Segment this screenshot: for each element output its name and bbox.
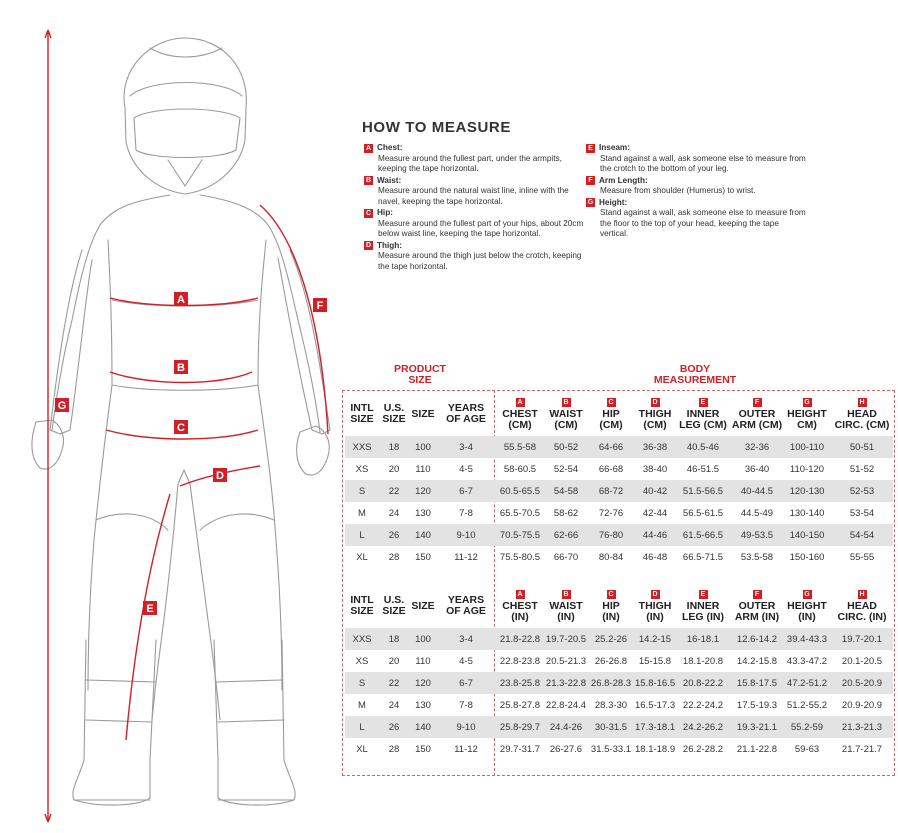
table-cell: 40.5-46 <box>686 441 720 453</box>
table-cell: 55-55 <box>849 551 875 563</box>
table-cell: XS <box>355 463 369 475</box>
column-letter-badge: H <box>859 398 865 406</box>
column-header-label: INTL SIZE <box>350 403 374 425</box>
table-cell: 28.3-30 <box>594 699 628 711</box>
table-cell: M <box>358 507 366 519</box>
column-header-label: SIZE <box>411 408 435 420</box>
measure-item-heading <box>586 198 808 209</box>
column-header-label: CHEST (IN) <box>502 599 538 623</box>
table-row <box>345 502 893 524</box>
table-cell: 17.3-18.1 <box>635 721 675 733</box>
column-letter-badge: H <box>859 590 865 598</box>
table-cell: 40-42 <box>642 485 668 497</box>
label-b-text: B <box>177 362 185 374</box>
table-cell: 100 <box>415 633 431 645</box>
table-cell: XXS <box>352 441 372 453</box>
table-cell: 22 <box>388 485 400 497</box>
table-cell: 110-120 <box>789 463 825 475</box>
column-header <box>731 398 783 431</box>
table-cell: 18.1-18.9 <box>635 743 675 755</box>
table-cell: S <box>358 677 366 689</box>
table-cell: 55.5-58 <box>503 441 537 453</box>
column-header <box>635 590 675 623</box>
table-cell: 26 <box>388 529 400 541</box>
table-cell: 28 <box>388 743 400 755</box>
table-cell: 20.9-20.9 <box>841 699 883 711</box>
table-cell: 29.7-31.7 <box>499 743 541 755</box>
measure-item-text: Measure around the thigh just below the crotch, keeping the tape horizontal. <box>378 251 582 271</box>
column-header-label: THIGH (IN) <box>638 599 672 623</box>
table-cell: 120-130 <box>789 485 825 497</box>
table-cell: 26.8-28.3 <box>590 677 632 689</box>
table-cell: 24 <box>388 699 400 711</box>
column-header <box>545 590 587 623</box>
table-cell: 24.2-26.2 <box>682 721 724 733</box>
label-e-text: E <box>146 603 154 615</box>
table-cell: 76-80 <box>598 529 624 541</box>
table-cell: 32-36 <box>744 441 770 453</box>
how-to-measure-title: HOW TO MEASURE <box>362 119 511 136</box>
table-cell: 18 <box>388 441 400 453</box>
body-measurement-figure <box>0 0 345 833</box>
table-cell: XL <box>356 743 368 755</box>
table-cell: 49-53.5 <box>740 529 774 541</box>
table-row <box>345 458 893 480</box>
table-cell: 46-48 <box>642 551 668 563</box>
column-header-label: YEARS OF AGE <box>446 595 486 617</box>
table-cell: 140 <box>415 529 431 541</box>
measure-letter-badge: C <box>365 209 372 217</box>
table-cell: 140-150 <box>789 529 825 541</box>
column-letter-badge: E <box>699 398 708 407</box>
table-cell: 22.2-24.2 <box>682 699 724 711</box>
column-header <box>409 601 437 612</box>
column-header <box>675 398 731 431</box>
table-cell: 31.5-33.1 <box>590 743 632 755</box>
table-cell: 14.2-15.8 <box>736 655 778 667</box>
column-letter-badge: F <box>753 590 762 599</box>
table-cell: 18.1-20.8 <box>682 655 724 667</box>
table-cell: 65.5-70.5 <box>499 507 541 519</box>
table-cell: 20 <box>388 655 400 667</box>
measure-item-heading <box>364 241 592 252</box>
table-cell: M <box>358 699 366 711</box>
size-table-in <box>345 584 893 760</box>
table-cell: 66-68 <box>598 463 624 475</box>
column-letter-badge: A <box>517 590 523 598</box>
measure-letter-badge: D <box>365 242 372 250</box>
product-size-header: PRODUCT SIZE <box>394 363 446 386</box>
table-cell: 17.5-19.3 <box>736 699 778 711</box>
table-row <box>345 694 893 716</box>
table-cell: 25.8-29.7 <box>499 721 541 733</box>
body-measurement-header: BODY MEASUREMENT <box>653 363 737 386</box>
table-cell: 42-44 <box>642 507 668 519</box>
table-row <box>345 546 893 568</box>
table-cell: XS <box>355 655 369 667</box>
table-cell: 130 <box>415 699 431 711</box>
table-cell: 19.7-20.1 <box>841 633 883 645</box>
table-cell: S <box>358 485 366 497</box>
measure-letter-badge: F <box>586 176 595 185</box>
column-letter-badge: B <box>563 398 569 406</box>
table-cell: 22.8-24.4 <box>545 699 587 711</box>
table-cell: 21.1-22.8 <box>736 743 778 755</box>
table-cell: 100 <box>415 441 431 453</box>
table-cell: 66-70 <box>553 551 579 563</box>
table-cell: 21.8-22.8 <box>499 633 541 645</box>
column-header <box>545 398 587 431</box>
table-cell: 15.8-17.5 <box>736 677 778 689</box>
table-cell: 38-40 <box>642 463 668 475</box>
table-cell: 20.5-21.3 <box>545 655 587 667</box>
table-cell: 16.5-17.3 <box>635 699 675 711</box>
column-header-label: HIP (IN) <box>602 599 620 623</box>
table-cell: 36-38 <box>642 441 668 453</box>
table-cell: 110 <box>415 463 431 475</box>
table-cell: 51.5-56.5 <box>682 485 724 497</box>
table-row <box>345 716 893 738</box>
table-row <box>345 672 893 694</box>
column-header-label: CHEST (CM) <box>502 407 538 431</box>
table-cell: 9-10 <box>456 529 476 541</box>
table-cell: 19.3-21.1 <box>736 721 778 733</box>
table-cell: 16-18.1 <box>686 633 720 645</box>
label-d-text: D <box>216 470 224 482</box>
measure-item-a <box>364 143 592 175</box>
column-header <box>831 590 893 623</box>
table-cell: 46-51.5 <box>686 463 720 475</box>
table-cell: 64-66 <box>598 441 624 453</box>
column-letter-badge: D <box>652 590 658 598</box>
measure-item-heading <box>364 143 592 154</box>
table-cell: 23.8-25.8 <box>499 677 541 689</box>
table-cell: 120 <box>415 677 431 689</box>
column-header <box>635 398 675 431</box>
table-cell: 11-12 <box>454 551 478 563</box>
table-cell: 130-140 <box>789 507 825 519</box>
table-cell: 15-15.8 <box>638 655 672 667</box>
table-row <box>345 628 893 650</box>
table-cell: 54-58 <box>553 485 579 497</box>
table-cell: 18 <box>388 633 400 645</box>
table-row <box>345 650 893 672</box>
measure-item-d <box>364 241 592 273</box>
measure-item-e <box>586 143 808 175</box>
table-cell: 110 <box>415 655 431 667</box>
table-cell: 58-60.5 <box>503 463 537 475</box>
column-header-label: HEIGHT CM) <box>787 407 827 431</box>
table-cell: 70.5-75.5 <box>499 529 541 541</box>
size-table-cm <box>345 392 893 568</box>
column-letter-badge: F <box>753 398 762 407</box>
measure-item-text: Stand against a wall, ask someone else to measure from the floor to the top of your head, keeping the tape vertical. <box>600 208 806 238</box>
table-cell: 44.5-49 <box>740 507 774 519</box>
table-cell: 60.5-65.5 <box>499 485 541 497</box>
table-cell: 80-84 <box>598 551 624 563</box>
column-header-label: WAIST (IN) <box>549 599 583 623</box>
table-cell: 53-54 <box>849 507 875 519</box>
column-header-label: OUTER ARM (CM) <box>731 407 783 431</box>
table-cell: 52-53 <box>849 485 875 497</box>
column-header-label: THIGH (CM) <box>638 407 672 431</box>
table-cell: 58-62 <box>553 507 579 519</box>
measure-item-label: Hip: <box>377 208 393 217</box>
table-cell: 7-8 <box>459 699 473 711</box>
table-cell: 150 <box>415 743 431 755</box>
table-cell: 28 <box>388 551 400 563</box>
table-row <box>345 524 893 546</box>
table-cell: 26-27.6 <box>549 743 583 755</box>
column-header-label: U.S. SIZE <box>382 403 406 425</box>
table-cell: 6-7 <box>459 485 473 497</box>
measure-item-text: Stand against a wall, ask someone else to measure from the crotch to the bottom of your leg. <box>600 153 806 173</box>
table-cell: 100-110 <box>789 441 825 453</box>
table-cell: 25.8-27.8 <box>499 699 541 711</box>
label-a-text: A <box>177 294 185 306</box>
measure-item-g <box>586 198 808 240</box>
measure-letter-badge: B <box>365 177 372 185</box>
column-letter-badge: C <box>608 398 614 406</box>
column-header-label: WAIST (CM) <box>549 407 583 431</box>
table-cell: 56.5-61.5 <box>682 507 724 519</box>
table-cell: 140 <box>415 721 431 733</box>
measure-item-b <box>364 176 592 208</box>
table-cell: 75.5-80.5 <box>499 551 541 563</box>
table-cell: 4-5 <box>459 463 473 475</box>
measure-letter-badge: A <box>365 144 372 152</box>
table-cell: 22 <box>388 677 400 689</box>
column-header <box>345 403 379 425</box>
measure-item-text: Measure around the fullest part, under the armpits, keeping the tape horizontal. <box>378 153 562 173</box>
table-cell: 150 <box>415 551 431 563</box>
column-header <box>731 590 783 623</box>
table-cell: 54-54 <box>849 529 875 541</box>
column-letter-badge: G <box>804 590 810 598</box>
table-cell: 52-54 <box>553 463 579 475</box>
column-header-label: HEAD CIRC. (CM) <box>834 407 890 431</box>
table-cell: 120 <box>415 485 431 497</box>
table-header-row <box>345 392 893 436</box>
table-cell: 26.2-28.2 <box>682 743 724 755</box>
measure-letter-badge: E <box>586 144 595 153</box>
table-cell: 7-8 <box>459 507 473 519</box>
table-cell: 15.8-16.5 <box>635 677 675 689</box>
table-cell: 20.1-20.5 <box>841 655 883 667</box>
table-cell: 21.3-22.8 <box>545 677 587 689</box>
table-cell: 53.5-58 <box>740 551 774 563</box>
table-header-row <box>345 584 893 628</box>
measure-item-heading <box>586 143 808 154</box>
column-header <box>345 595 379 617</box>
table-cell: 44-46 <box>642 529 668 541</box>
measure-letter-badge: G <box>587 199 594 207</box>
table-cell: 24 <box>388 507 400 519</box>
label-c-text: C <box>177 422 185 434</box>
measure-item-label: Height: <box>599 197 628 207</box>
table-cell: 22.8-23.8 <box>499 655 541 667</box>
table-cell: 51-52 <box>849 463 875 475</box>
table-cell: 130 <box>415 507 431 519</box>
table-cell: XXS <box>352 633 372 645</box>
column-header <box>379 595 409 617</box>
table-cell: 3-4 <box>459 633 473 645</box>
column-header <box>409 409 437 420</box>
table-cell: 25.2-26 <box>594 633 628 645</box>
column-letter-badge: A <box>517 398 523 406</box>
column-header-label: OUTER ARM (IN) <box>734 599 780 623</box>
measure-item-label: Chest: <box>377 143 403 152</box>
column-header <box>437 595 495 617</box>
table-cell: 39.4-43.3 <box>786 633 828 645</box>
table-cell: 21.3-21.3 <box>841 721 883 733</box>
table-cell: 24.4-26 <box>549 721 583 733</box>
table-cell: 150-160 <box>789 551 825 563</box>
measure-item-heading <box>364 176 592 187</box>
table-cell: 26-26.8 <box>594 655 628 667</box>
column-header <box>495 590 545 623</box>
table-cell: 51.2-55.2 <box>786 699 828 711</box>
measure-item-label: Inseam: <box>599 143 630 152</box>
column-letter-badge: E <box>699 590 708 599</box>
table-cell: 55.2-59 <box>790 721 824 733</box>
column-header <box>379 403 409 425</box>
column-letter-badge: D <box>652 398 658 406</box>
measure-item-heading <box>364 208 592 219</box>
measure-instructions-left <box>364 143 592 273</box>
column-header-label: U.S. SIZE <box>382 595 406 617</box>
column-letter-badge: C <box>608 590 614 598</box>
label-f-text: F <box>316 300 324 312</box>
table-cell: 36-40 <box>744 463 770 475</box>
measure-item-label: Thigh: <box>377 240 403 250</box>
column-header-label: INNER LEG (CM) <box>679 407 727 431</box>
column-header-label: YEARS OF AGE <box>446 403 486 425</box>
measure-item-c <box>364 208 592 240</box>
table-cell: 12.6-14.2 <box>736 633 778 645</box>
table-cell: 6-7 <box>459 677 473 689</box>
table-cell: 50-51 <box>849 441 875 453</box>
measure-item-text: Measure from shoulder (Humerus) to wrist. <box>600 186 756 195</box>
column-header <box>587 590 635 623</box>
column-header <box>495 398 545 431</box>
column-letter-badge: G <box>804 398 810 406</box>
column-header <box>783 590 831 623</box>
column-header <box>831 398 893 431</box>
measure-item-label: Arm Length: <box>599 175 648 185</box>
measure-item-text: Measure around the natural waist line, inline with the navel, keeping the tape horizontal. <box>378 186 569 206</box>
table-cell: 20.8-22.2 <box>682 677 724 689</box>
table-cell: 62-66 <box>553 529 579 541</box>
table-cell: 66.5-71.5 <box>682 551 724 563</box>
table-cell: 61.5-66.5 <box>682 529 724 541</box>
column-header <box>437 403 495 425</box>
table-cell: 43.3-47.2 <box>786 655 828 667</box>
column-letter-badge: B <box>563 590 569 598</box>
measure-item-f <box>586 176 808 197</box>
table-cell: 9-10 <box>456 721 476 733</box>
measure-item-label: Waist: <box>377 175 402 185</box>
column-header-label: INTL SIZE <box>350 595 374 617</box>
table-cell: 50-52 <box>553 441 579 453</box>
measure-instructions-right <box>586 143 808 241</box>
table-cell: XL <box>356 551 368 563</box>
table-cell: 19.7-20.5 <box>545 633 587 645</box>
column-header-label: HIP (CM) <box>599 407 623 431</box>
measure-item-heading <box>586 176 808 187</box>
column-header-label: INNER LEG (IN) <box>682 599 724 623</box>
table-cell: 26 <box>388 721 400 733</box>
column-header <box>675 590 731 623</box>
column-header-label: HEIGHT (IN) <box>787 599 827 623</box>
table-cell: 21.7-21.7 <box>841 743 883 755</box>
table-cell: 68-72 <box>598 485 624 497</box>
table-cell: 3-4 <box>459 441 473 453</box>
table-cell: 11-12 <box>454 743 478 755</box>
measure-item-text: Measure around the fullest part of your hips, about 20cm below waist line, keeping the tape horizontal. <box>378 218 584 238</box>
column-header-label: SIZE <box>411 600 435 612</box>
table-cell: 20.5-20.9 <box>841 677 883 689</box>
table-cell: 20 <box>388 463 400 475</box>
table-row <box>345 436 893 458</box>
table-row <box>345 738 893 760</box>
table-cell: L <box>359 721 365 733</box>
label-g-text: G <box>57 400 67 412</box>
column-header <box>783 398 831 431</box>
table-cell: 59-63 <box>794 743 820 755</box>
table-cell: 4-5 <box>459 655 473 667</box>
table-cell: 30-31.5 <box>594 721 628 733</box>
table-cell: 47.2-51.2 <box>786 677 828 689</box>
table-cell: L <box>359 529 365 541</box>
table-cell: 72-76 <box>598 507 624 519</box>
column-header-label: HEAD CIRC. (IN) <box>837 599 887 623</box>
table-cell: 40-44.5 <box>740 485 774 497</box>
table-row <box>345 480 893 502</box>
table-cell: 14.2-15 <box>638 633 672 645</box>
column-header <box>587 398 635 431</box>
